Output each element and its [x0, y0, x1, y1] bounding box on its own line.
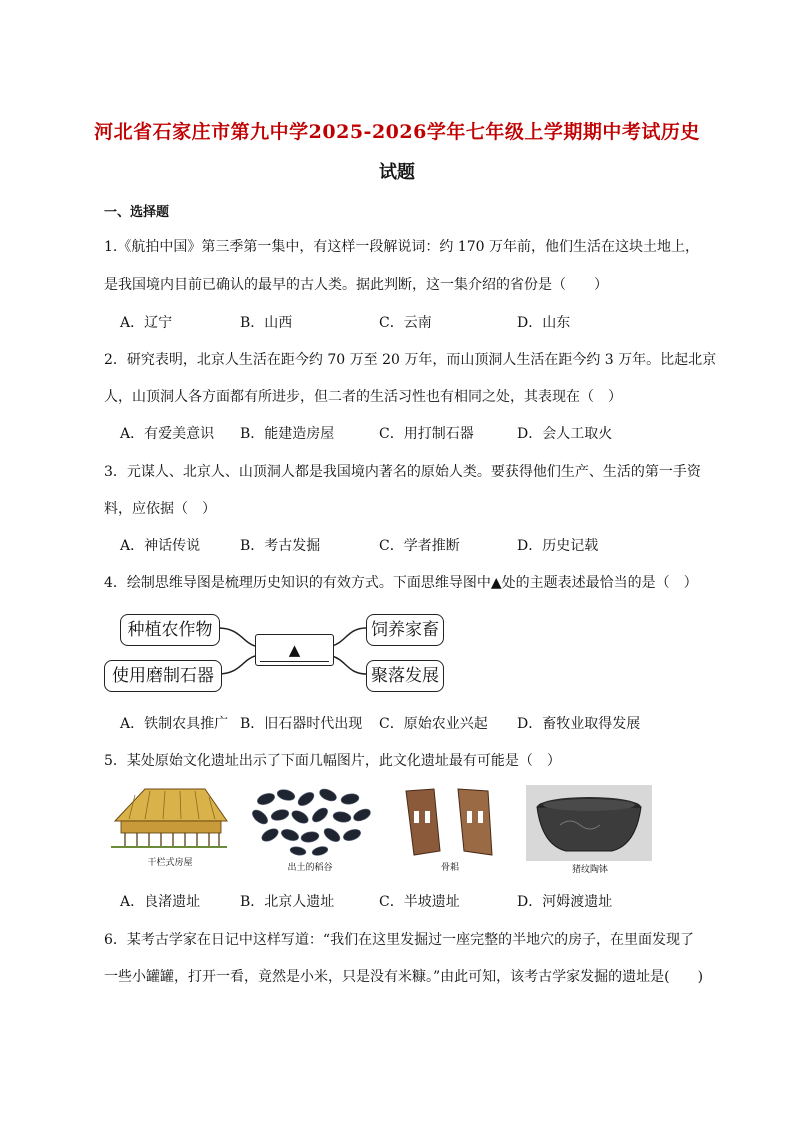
pottery-bowl-image — [526, 785, 652, 861]
option-d[interactable]: D．山东 — [517, 315, 571, 331]
question-6-line-2: 一些小罐罐，打开一看，竟然是小米，只是没有米糠。”由此可知，该考古学家发掘的遗址是( ) — [104, 969, 704, 985]
option-a[interactable]: A．辽宁 — [120, 315, 173, 331]
option-b[interactable]: B．北京人遗址 — [240, 894, 335, 910]
option-a[interactable]: A．铁制农具推广 — [120, 716, 229, 732]
option-b[interactable]: B．考古发掘 — [240, 538, 321, 554]
option-d[interactable]: D．畜牧业取得发展 — [517, 716, 641, 732]
question-6-line-1: 6．某考古学家在日记中这样写道：“我们在这里发掘过一座完整的半地穴的房子，在里面发现了 — [104, 932, 695, 948]
mind-map-node-settlements: 聚落发展 — [366, 660, 444, 692]
option-b[interactable]: B．能建造房屋 — [240, 426, 335, 442]
mind-map-node-crops: 种植农作物 — [120, 614, 220, 646]
question-3-line-1: 3．元谋人、北京人、山顶洞人都是我国境内著名的原始人类。要获得他们生产、生活的第一手资 — [104, 464, 701, 480]
question-2-line-1: 2．研究表明，北京人生活在距今约 70 万至 20 万年，而山顶洞人生活在距今约 3 万年。比起北京 — [104, 352, 717, 368]
option-c[interactable]: C．学者推断 — [379, 538, 460, 554]
center-underline — [260, 661, 329, 662]
question-1-line-2: 是我国境内目前已确认的最早的古人类。据此判断，这一集介绍的省份是（ ） — [104, 277, 608, 293]
option-b[interactable]: B．山西 — [240, 315, 293, 331]
section-heading: 一、选择题 — [104, 205, 170, 220]
question-1-line-1: 1.《航拍中国》第三季第一集中，有这样一段解说词：约 170 万年前，他们生活在这块土地上， — [104, 239, 699, 255]
caption-pottery-bowl: 猪纹陶钵 — [571, 865, 608, 875]
option-c[interactable]: C．半坡遗址 — [379, 894, 460, 910]
option-c[interactable]: C．原始农业兴起 — [379, 716, 488, 732]
rice-grains-image — [248, 785, 376, 857]
option-d[interactable]: D．河姆渡遗址 — [517, 894, 613, 910]
option-b[interactable]: B．旧石器时代出现 — [240, 716, 363, 732]
caption-bone-spade: 骨耜 — [440, 863, 459, 873]
mind-map-node-polished-stone: 使用磨制石器 — [104, 660, 222, 692]
document-title-continued: 试题 — [379, 162, 415, 183]
bone-spade-image — [400, 785, 500, 857]
question-2-line-2: 人，山顶洞人各方面都有所进步，但二者的生活习性也有相同之处，其表现在（ ） — [104, 389, 622, 405]
caption-stilt-house: 干栏式房屋 — [147, 858, 193, 868]
question-3-line-2: 料，应依据（ ） — [104, 501, 216, 517]
option-a[interactable]: A．有爱美意识 — [120, 426, 215, 442]
option-d[interactable]: D．会人工取火 — [517, 426, 613, 442]
stilt-house-image — [105, 783, 230, 853]
mind-map-center — [255, 634, 334, 666]
option-c[interactable]: C．云南 — [379, 315, 432, 331]
option-d[interactable]: D．历史记载 — [517, 538, 599, 554]
document-title: 河北省石家庄市第九中学2025-2026学年七年级上学期期中考试历史 — [94, 121, 700, 143]
question-4-line-1: 4．绘制思维导图是梳理历史知识的有效方式。下面思维导图中▲处的主题表述最恰当的是（ ） — [104, 575, 698, 591]
caption-rice-grains: 出土的稻谷 — [287, 863, 333, 873]
option-a[interactable]: A．良渚遗址 — [120, 894, 201, 910]
triangle-marker: ▲ — [288, 641, 301, 659]
option-a[interactable]: A．神话传说 — [120, 538, 201, 554]
mind-map — [100, 606, 445, 694]
question-5-line-1: 5．某处原始文化遗址出示了下面几幅图片，此文化遗址最有可能是（ ） — [104, 753, 561, 769]
option-c[interactable]: C．用打制石器 — [379, 426, 474, 442]
mind-map-node-livestock: 饲养家畜 — [366, 614, 444, 646]
